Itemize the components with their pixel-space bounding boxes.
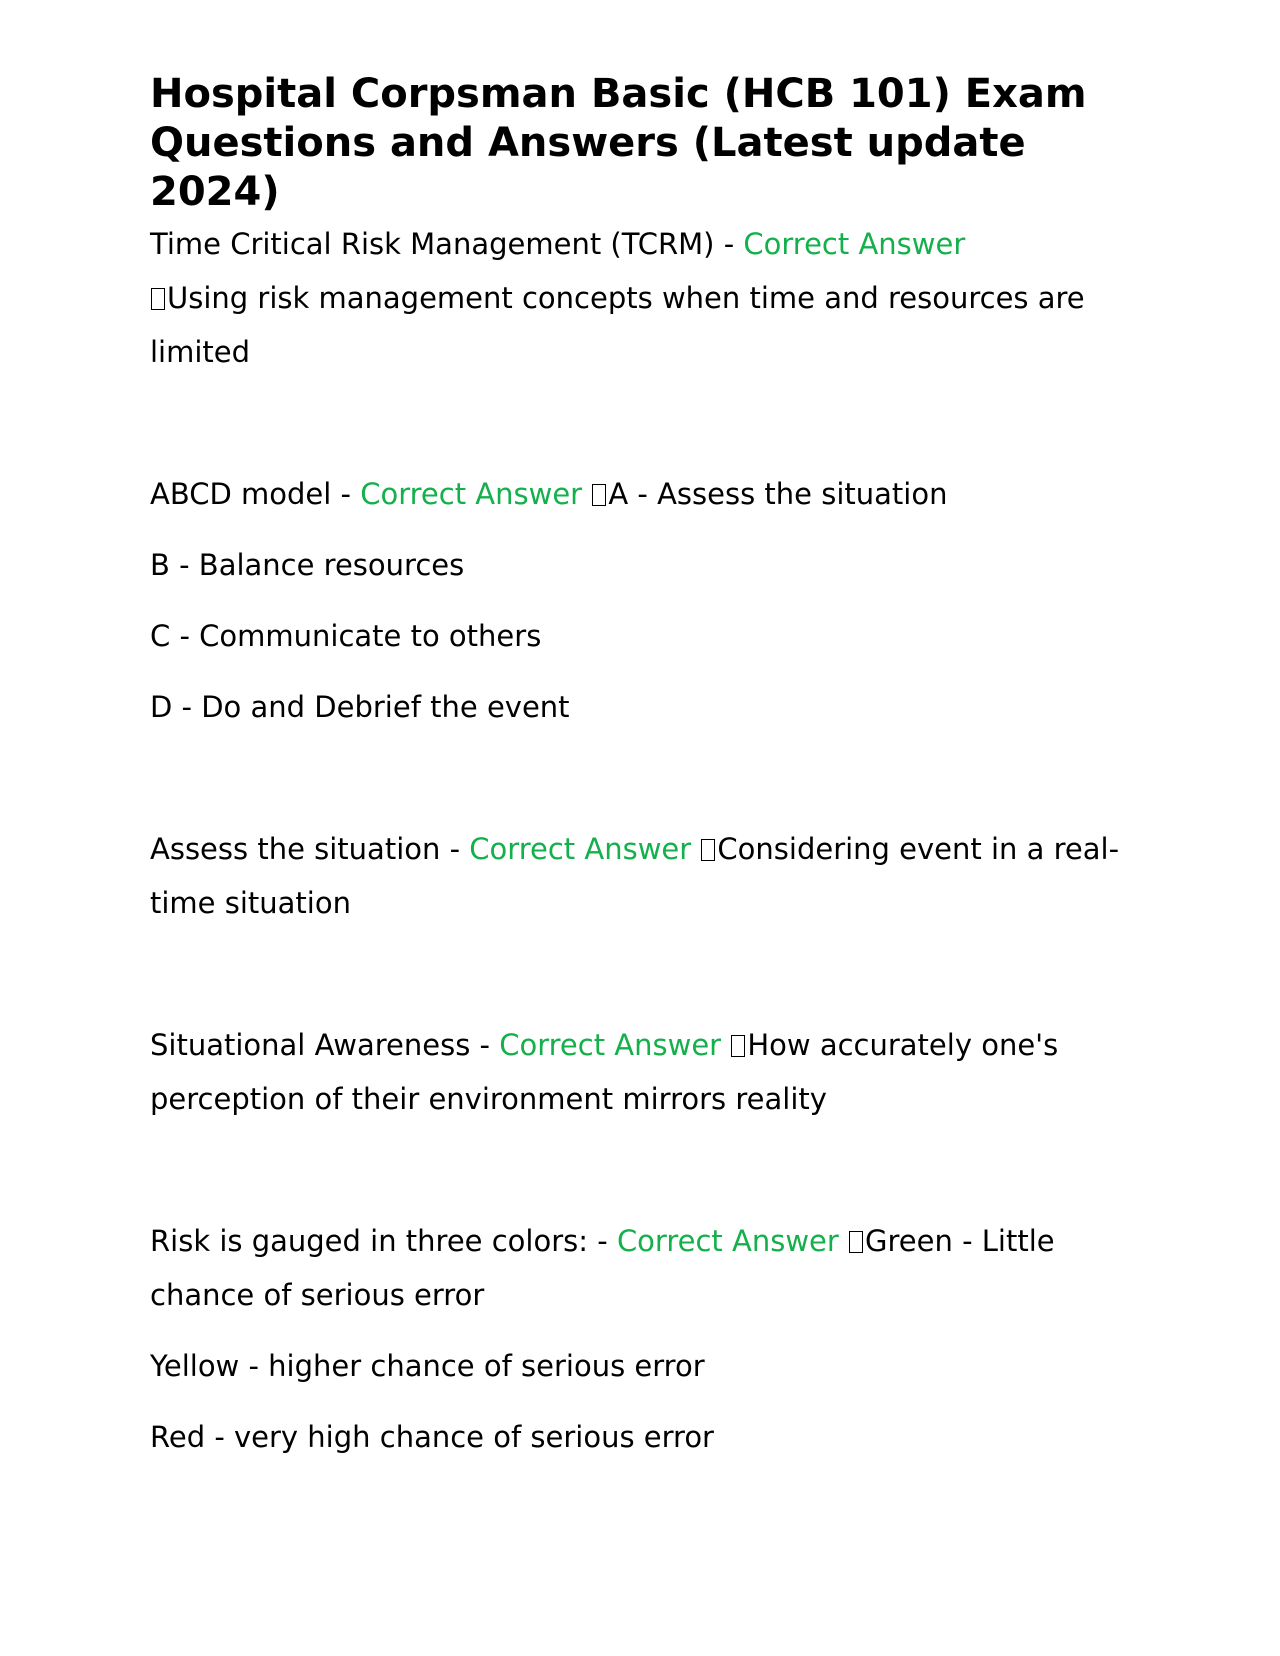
missing-glyph-icon [151, 288, 165, 310]
qa-entry [150, 467, 1130, 734]
answer-text: Considering event in a real-time situation [150, 832, 1120, 920]
qa-entry [150, 1018, 1130, 1126]
correct-answer-label: Correct Answer [360, 477, 583, 511]
question-term: ABCD model - [150, 477, 361, 511]
qa-question [150, 1018, 1130, 1126]
missing-glyph-icon [592, 484, 606, 506]
correct-answer-label: Correct Answer [469, 832, 692, 866]
answer-text: Green - Little chance of serious error [150, 1224, 1055, 1312]
answer-line: D - Do and Debrief the event [150, 690, 570, 724]
question-term: Risk is gauged in three colors: - [150, 1224, 617, 1258]
document-title: Hospital Corpsman Basic (HCB 101) Exam Questions and Answers (Latest update 2024) [150, 71, 1087, 215]
question-term: Situational Awareness - [150, 1028, 500, 1062]
qa-entry [150, 822, 1130, 930]
correct-answer-label: Correct Answer [499, 1028, 722, 1062]
answer-text: How accurately one's perception of their environment mirrors reality [150, 1028, 1059, 1116]
qa-question [150, 217, 1130, 379]
answer-line: Red - very high chance of serious error [150, 1420, 714, 1454]
missing-glyph-icon [849, 1231, 863, 1253]
question-term: Assess the situation - [150, 832, 470, 866]
missing-glyph-icon [731, 1035, 745, 1057]
correct-answer-label: Correct Answer [616, 1224, 839, 1258]
question-term: Time Critical Risk Management (TCRM) - [150, 227, 744, 261]
qa-entry [150, 217, 1130, 379]
answer-line: C - Communicate to others [150, 619, 542, 653]
answer-text: A - Assess the situation [608, 477, 948, 511]
qa-entry [150, 1214, 1130, 1464]
qa-question [150, 822, 1130, 930]
qa-question [150, 1214, 1130, 1322]
answer-text: Using risk management concepts when time and resources are limited [150, 281, 1085, 369]
answer-line: Yellow - higher chance of serious error [150, 1349, 705, 1383]
qa-question [150, 467, 1130, 521]
answer-line: B - Balance resources [150, 548, 465, 582]
document-page [150, 70, 1130, 1464]
correct-answer-label: Correct Answer [743, 227, 966, 261]
missing-glyph-icon [701, 839, 715, 861]
